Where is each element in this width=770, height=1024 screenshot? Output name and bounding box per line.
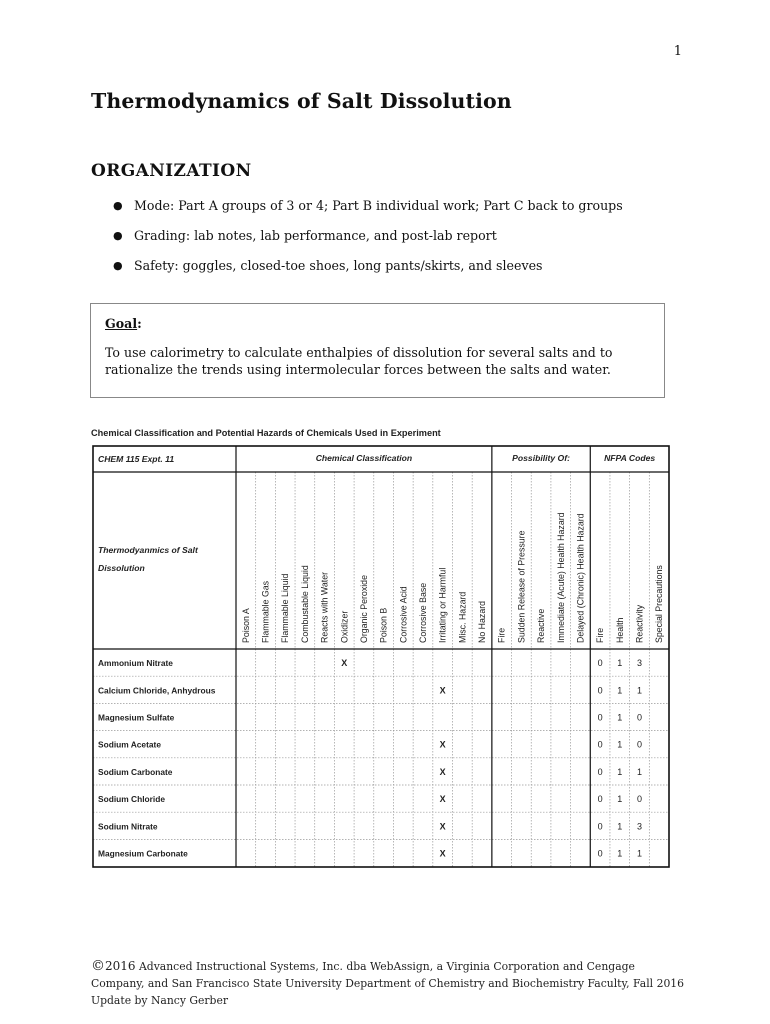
table-row-label: Sodium Acetate bbox=[98, 739, 161, 750]
column-header: Reacts with Water bbox=[319, 571, 330, 643]
nfpa-code: 0 bbox=[597, 848, 603, 859]
column-header: Fire bbox=[595, 627, 606, 643]
hazard-mark: X bbox=[341, 658, 348, 669]
table-caption: Chemical Classification and Potential Hazards of Chemicals Used in Experiment bbox=[91, 428, 441, 438]
bullet-icon: ● bbox=[113, 259, 123, 272]
nfpa-code: 3 bbox=[636, 658, 642, 669]
column-header: Irritating or Harmful bbox=[437, 567, 448, 643]
nfpa-code: 0 bbox=[597, 739, 603, 750]
nfpa-code: 1 bbox=[617, 794, 623, 805]
hazard-mark: X bbox=[439, 739, 446, 750]
column-header: Immediate (Acute) Health Hazard bbox=[555, 512, 566, 643]
nfpa-code: 0 bbox=[636, 794, 642, 805]
bullet-text: Grading: lab notes, lab performance, and post-lab report bbox=[134, 228, 497, 243]
bullet-icon: ● bbox=[113, 229, 123, 242]
nfpa-code: 1 bbox=[636, 685, 642, 696]
hazard-mark: X bbox=[439, 766, 446, 777]
column-header: Poison B bbox=[378, 607, 389, 643]
nfpa-code: 0 bbox=[636, 739, 642, 750]
copyright-icon: © bbox=[91, 958, 105, 974]
footer bbox=[91, 958, 691, 1009]
course-label: CHEM 115 Expt. 11 bbox=[98, 454, 175, 464]
bullet-text: Safety: goggles, closed-toe shoes, long pants/skirts, and sleeves bbox=[134, 258, 543, 273]
nfpa-code: 1 bbox=[617, 821, 623, 832]
goal-heading: Goal bbox=[105, 316, 138, 331]
column-header: Fire bbox=[496, 627, 507, 643]
experiment-label: Dissolution bbox=[98, 563, 145, 573]
nfpa-code: 0 bbox=[597, 794, 603, 805]
table-row-label: Sodium Carbonate bbox=[98, 766, 173, 777]
column-header: Health bbox=[614, 617, 625, 643]
nfpa-code: 0 bbox=[597, 821, 603, 832]
nfpa-code: 3 bbox=[636, 821, 642, 832]
group-header: Possibility Of: bbox=[512, 453, 570, 463]
column-header: Oxidizer bbox=[339, 610, 350, 643]
table-row-label: Ammonium Nitrate bbox=[98, 658, 173, 669]
column-header: Reactive bbox=[536, 608, 547, 643]
nfpa-code: 1 bbox=[636, 766, 642, 777]
footer-text: Advanced Instructional Systems, Inc. dba WebAssign, a Virginia Corporation and Cengage Company, and San Francisco State University Department of Chemistry and Biochemistry Faculty, Fall 2016 Update by Nancy Gerber bbox=[91, 960, 685, 1007]
table-row-label: Magnesium Carbonate bbox=[98, 848, 188, 859]
nfpa-code: 1 bbox=[617, 739, 623, 750]
hazard-mark: X bbox=[439, 685, 446, 696]
bullet-icon: ● bbox=[113, 199, 123, 212]
nfpa-code: 1 bbox=[617, 712, 623, 723]
nfpa-code: 1 bbox=[617, 766, 623, 777]
goal-heading-colon: : bbox=[137, 316, 142, 331]
nfpa-code: 0 bbox=[597, 658, 603, 669]
footer-year: 2016 bbox=[105, 959, 136, 973]
column-header: Corrosive Acid bbox=[398, 586, 409, 643]
column-header: Special Precautions bbox=[654, 565, 665, 643]
experiment-label: Thermodyanmics of Salt bbox=[98, 545, 198, 555]
page-number: 1 bbox=[673, 44, 682, 59]
bullet-text: Mode: Part A groups of 3 or 4; Part B individual work; Part C back to groups bbox=[134, 198, 623, 213]
list-item bbox=[113, 227, 623, 257]
nfpa-code: 0 bbox=[597, 685, 603, 696]
table-row-label: Sodium Chloride bbox=[98, 794, 165, 805]
hazard-mark: X bbox=[439, 848, 446, 859]
column-header: Flammable Liquid bbox=[280, 573, 291, 643]
table-row-label: Sodium Nitrate bbox=[98, 821, 158, 832]
list-item bbox=[113, 197, 623, 227]
column-header: Combustable Liquid bbox=[299, 565, 310, 643]
goal-box bbox=[90, 303, 665, 398]
document-title: Thermodynamics of Salt Dissolution bbox=[91, 89, 512, 113]
nfpa-code: 1 bbox=[617, 658, 623, 669]
column-header: Poison A bbox=[240, 608, 251, 643]
column-header: Organic Peroxide bbox=[358, 575, 369, 643]
goal-text: To use calorimetry to calculate enthalpies of dissolution for several salts and to rationalize the trends using intermolecular forces between the salts and water. bbox=[105, 345, 613, 377]
table-row-label: Calcium Chloride, Anhydrous bbox=[98, 685, 216, 696]
group-header: Chemical Classification bbox=[315, 453, 413, 463]
nfpa-code: 0 bbox=[636, 712, 642, 723]
hazard-mark: X bbox=[439, 794, 446, 805]
list-item bbox=[113, 257, 623, 287]
column-header: Misc. Hazard bbox=[457, 591, 468, 643]
group-header: NFPA Codes bbox=[604, 453, 656, 463]
column-header: Flammable Gas bbox=[260, 580, 271, 643]
nfpa-code: 0 bbox=[597, 766, 603, 777]
organization-list bbox=[113, 197, 623, 287]
nfpa-code: 1 bbox=[636, 848, 642, 859]
column-header: Reactivity bbox=[634, 604, 645, 643]
nfpa-code: 1 bbox=[617, 685, 623, 696]
column-header: No Hazard bbox=[477, 600, 488, 643]
nfpa-code: 1 bbox=[617, 848, 623, 859]
organization-heading: ORGANIZATION bbox=[91, 161, 252, 181]
nfpa-code: 0 bbox=[597, 712, 603, 723]
column-header: Corrosive Base bbox=[417, 582, 428, 643]
column-header: Delayed (Chronic) Health Hazard bbox=[575, 513, 586, 643]
column-header: Sudden Release of Pressure bbox=[516, 530, 527, 643]
hazard-mark: X bbox=[439, 821, 446, 832]
table-border bbox=[93, 446, 669, 867]
table-row-label: Magnesium Sulfate bbox=[98, 712, 175, 723]
